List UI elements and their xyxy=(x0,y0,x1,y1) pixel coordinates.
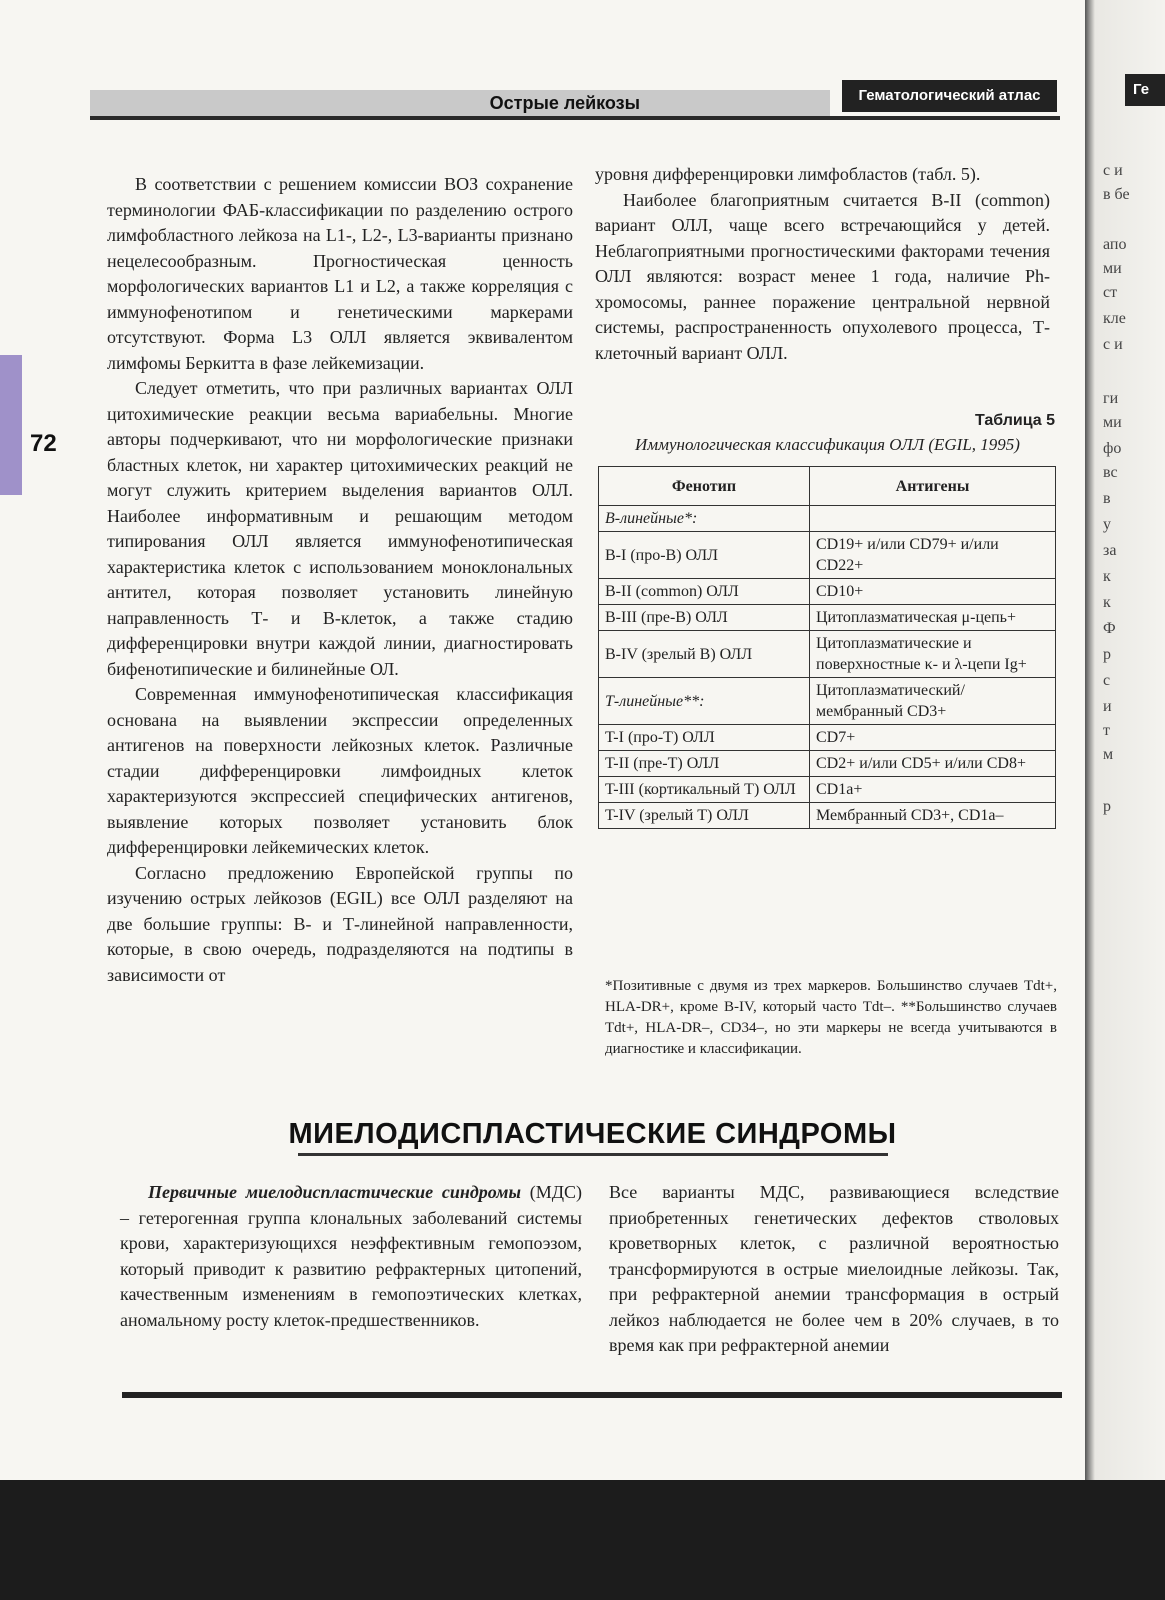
next-page-fragment: ст xyxy=(1103,284,1118,301)
lead-term: Первичные миелодиспластические синдромы xyxy=(148,1182,521,1202)
phenotype-cell: T-I (про-Т) ОЛЛ xyxy=(599,725,810,751)
next-page-header: Ге xyxy=(1125,74,1165,106)
paragraph: Современная иммунофенотипическая классификация основана на выявлении экспрессии определенных антигенов на поверхности лейкозных клеток. Различные стадии дифференцировки лимфоидных клеток характеризуются экспрессией специфических антигенов, выявление которых позволяет установить блок дифференцировки лейкемических клеток. xyxy=(107,684,573,857)
antigens-cell: Цитоплазматические и поверхностные κ- и λ-цепи Ig+ xyxy=(810,631,1056,678)
next-page-fragment: в xyxy=(1103,490,1111,507)
atlas-label: Гематологический атлас xyxy=(842,80,1057,112)
phenotype-cell: T-III (кортикальный Т) ОЛЛ xyxy=(599,777,810,803)
mds-left-column xyxy=(120,1180,582,1333)
section-header-title: Острые лейкозы xyxy=(489,93,640,113)
next-page-fragment: у xyxy=(1103,516,1111,533)
antigens-cell: Цитоплазматическая μ-цепь+ xyxy=(810,605,1056,631)
paragraph xyxy=(120,1180,582,1333)
table-row xyxy=(599,532,1056,579)
header-rule xyxy=(90,116,1060,120)
chapter-tab xyxy=(0,355,22,495)
phenotype-cell: B-IV (зрелый В) ОЛЛ xyxy=(599,631,810,678)
table-row xyxy=(599,751,1056,777)
scan-background xyxy=(0,1480,1165,1600)
table-label: Таблица 5 xyxy=(974,412,1055,429)
paragraph: Все варианты МДС, развивающиеся вследствие приобретенных генетических дефектов стволовых кроветворных клеток, с различной вероятностью трансформируются в острые миелоидные лейкозы. Так, при рефрактерной анемии трансформация в острый лейкоз наблюдается не более чем в 20% случаев, в то время как при рефрактерной анемии xyxy=(609,1182,1059,1355)
column-header: Фенотип xyxy=(599,467,810,506)
next-page-fragment: Ф xyxy=(1103,620,1116,637)
next-page-fragment: ми xyxy=(1103,260,1122,277)
phenotype-cell: B-I (про-В) ОЛЛ xyxy=(599,532,810,579)
paragraph: Следует отметить, что при различных вариантах ОЛЛ цитохимические реакции весьма вариабельны. Многие авторы подчеркивают, что ни морфологические признаки бластных клеток, ни характер цитохимических реакций не могут служить критерием выделения вариантов ОЛЛ. Наиболее информативным и решающим методом типирования ОЛЛ является иммунофенотипическая характеристика клеток с использованием моноклональных антител, которая позволяет установить линейную направленность Т- и В-клеток, а также стадию дифференцировки внутри каждой линии, диагностировать бифенотипические и билинейные ОЛ. xyxy=(107,378,573,679)
lead-body: (МДС) – гетерогенная группа клональных заболеваний системы крови, характеризующихся неэффективным гемопоэзом, который приводит к развитию рефрактерных цитопений, качественным изменениям в гемопоэтических клетках, аномальному росту клеток-предшественников. xyxy=(120,1182,582,1330)
antigens-cell: Цитоплазматический/ мембранный CD3+ xyxy=(810,678,1056,725)
next-page-fragment: кле xyxy=(1103,310,1126,327)
running-header xyxy=(90,90,830,116)
next-page-fragment: м xyxy=(1103,746,1114,763)
table-row xyxy=(599,631,1056,678)
next-page-fragment: вс xyxy=(1103,464,1118,481)
phenotype-cell: B-III (пре-В) ОЛЛ xyxy=(599,605,810,631)
antigens-cell: CD10+ xyxy=(810,579,1056,605)
table-footnote: *Позитивные с двумя из трех маркеров. Большинство случаев Tdt+, HLA-DR+, кроме B-IV, который часто Tdt–. **Большинство случаев Tdt+, HLA-DR–, CD34–, но эти маркеры не всегда учитываются в диагностике и классификации. xyxy=(605,978,1057,1057)
next-page-fragment: за xyxy=(1103,542,1117,559)
next-page-edge xyxy=(1085,0,1165,1480)
paragraph: Согласно предложению Европейской группы по изучению острых лейкозов (EGIL) все ОЛЛ разделяют на две большие группы: В- и Т-линейной направленности, которые, в свою очередь, подразделяются на подтипы в зависимости от xyxy=(107,862,573,985)
table-row xyxy=(599,605,1056,631)
paragraph: В соответствии с решением комиссии ВОЗ сохранение терминологии ФАБ-классификации по разделению острого лимфобластного лейкоза на L1-, L2-, L3-варианты признано нецелесообразным. Прогностическая ценность морфологических вариантов L1 и L2, а также корреляция с иммунофенотипом и генетическими маркерами отсутствуют. Форма L3 ОЛЛ является эквивалентом лимфомы Беркитта в фазе лейкемизации. xyxy=(107,174,573,373)
next-page-fragment: т xyxy=(1103,722,1110,739)
next-page-fragment: р xyxy=(1103,798,1111,815)
phenotype-cell: T-IV (зрелый Т) ОЛЛ xyxy=(599,803,810,829)
next-page-fragment: с и xyxy=(1103,336,1123,353)
antigens-cell: CD2+ и/или CD5+ и/или CD8+ xyxy=(810,751,1056,777)
antigens-cell xyxy=(810,506,1056,532)
paragraph: уровня дифференцировки лимфобластов (табл. 5). xyxy=(595,164,981,184)
paragraph: Наиболее благоприятным считается В-II (common) вариант ОЛЛ, чаще всего встречающийся у детей. Неблагоприятными прогностическими факторами течения ОЛЛ являются: возраст менее 1 года, наличие Ph-хромосомы, раннее поражение центральной нервной системы, распространенность опухолевого процесса, Т-клеточный вариант ОЛЛ. xyxy=(595,189,1050,363)
table-row xyxy=(599,803,1056,829)
table-row xyxy=(599,579,1056,605)
next-page-fragment: в бе xyxy=(1103,186,1130,203)
phenotype-cell: B-II (common) ОЛЛ xyxy=(599,579,810,605)
next-page-fragment: ги xyxy=(1103,390,1119,407)
next-page-fragment: р xyxy=(1103,646,1111,663)
next-page-fragment: с и xyxy=(1103,162,1123,179)
table-row xyxy=(599,777,1056,803)
next-page-fragment: к xyxy=(1103,594,1111,611)
antigens-cell: CD19+ и/или CD79+ и/или CD22+ xyxy=(810,532,1056,579)
next-page-fragment: фо xyxy=(1103,440,1122,457)
antigens-cell: CD1a+ xyxy=(810,777,1056,803)
antigens-cell: Мембранный CD3+, CD1a– xyxy=(810,803,1056,829)
phenotype-cell: В-линейные*: xyxy=(599,506,810,532)
next-page-fragment: и xyxy=(1103,698,1112,715)
mds-right-column xyxy=(609,1180,1059,1359)
next-page-fragment: ми xyxy=(1103,414,1122,431)
table-row xyxy=(599,506,1056,532)
section-rule xyxy=(298,1153,888,1156)
immunology-table xyxy=(598,466,1056,829)
left-column xyxy=(107,172,573,988)
table-header-row xyxy=(599,467,1056,506)
phenotype-cell: T-II (пре-Т) ОЛЛ xyxy=(599,751,810,777)
phenotype-cell: Т-линейные**: xyxy=(599,678,810,725)
table-caption: Иммунологическая классификация ОЛЛ (EGIL, 1995) xyxy=(635,435,1020,454)
section-heading: МИЕЛОДИСПЛАСТИЧЕСКИЕ СИНДРОМЫ xyxy=(288,1118,897,1150)
next-page-fragment: апо xyxy=(1103,236,1127,253)
right-column xyxy=(595,162,1050,366)
footer-rule xyxy=(122,1392,1062,1398)
table-row xyxy=(599,725,1056,751)
table-row xyxy=(599,678,1056,725)
column-header: Антигены xyxy=(810,467,1056,506)
page-number: 72 xyxy=(30,430,57,457)
antigens-cell: CD7+ xyxy=(810,725,1056,751)
next-page-fragment: с xyxy=(1103,672,1111,689)
next-page-fragment: к xyxy=(1103,568,1111,585)
